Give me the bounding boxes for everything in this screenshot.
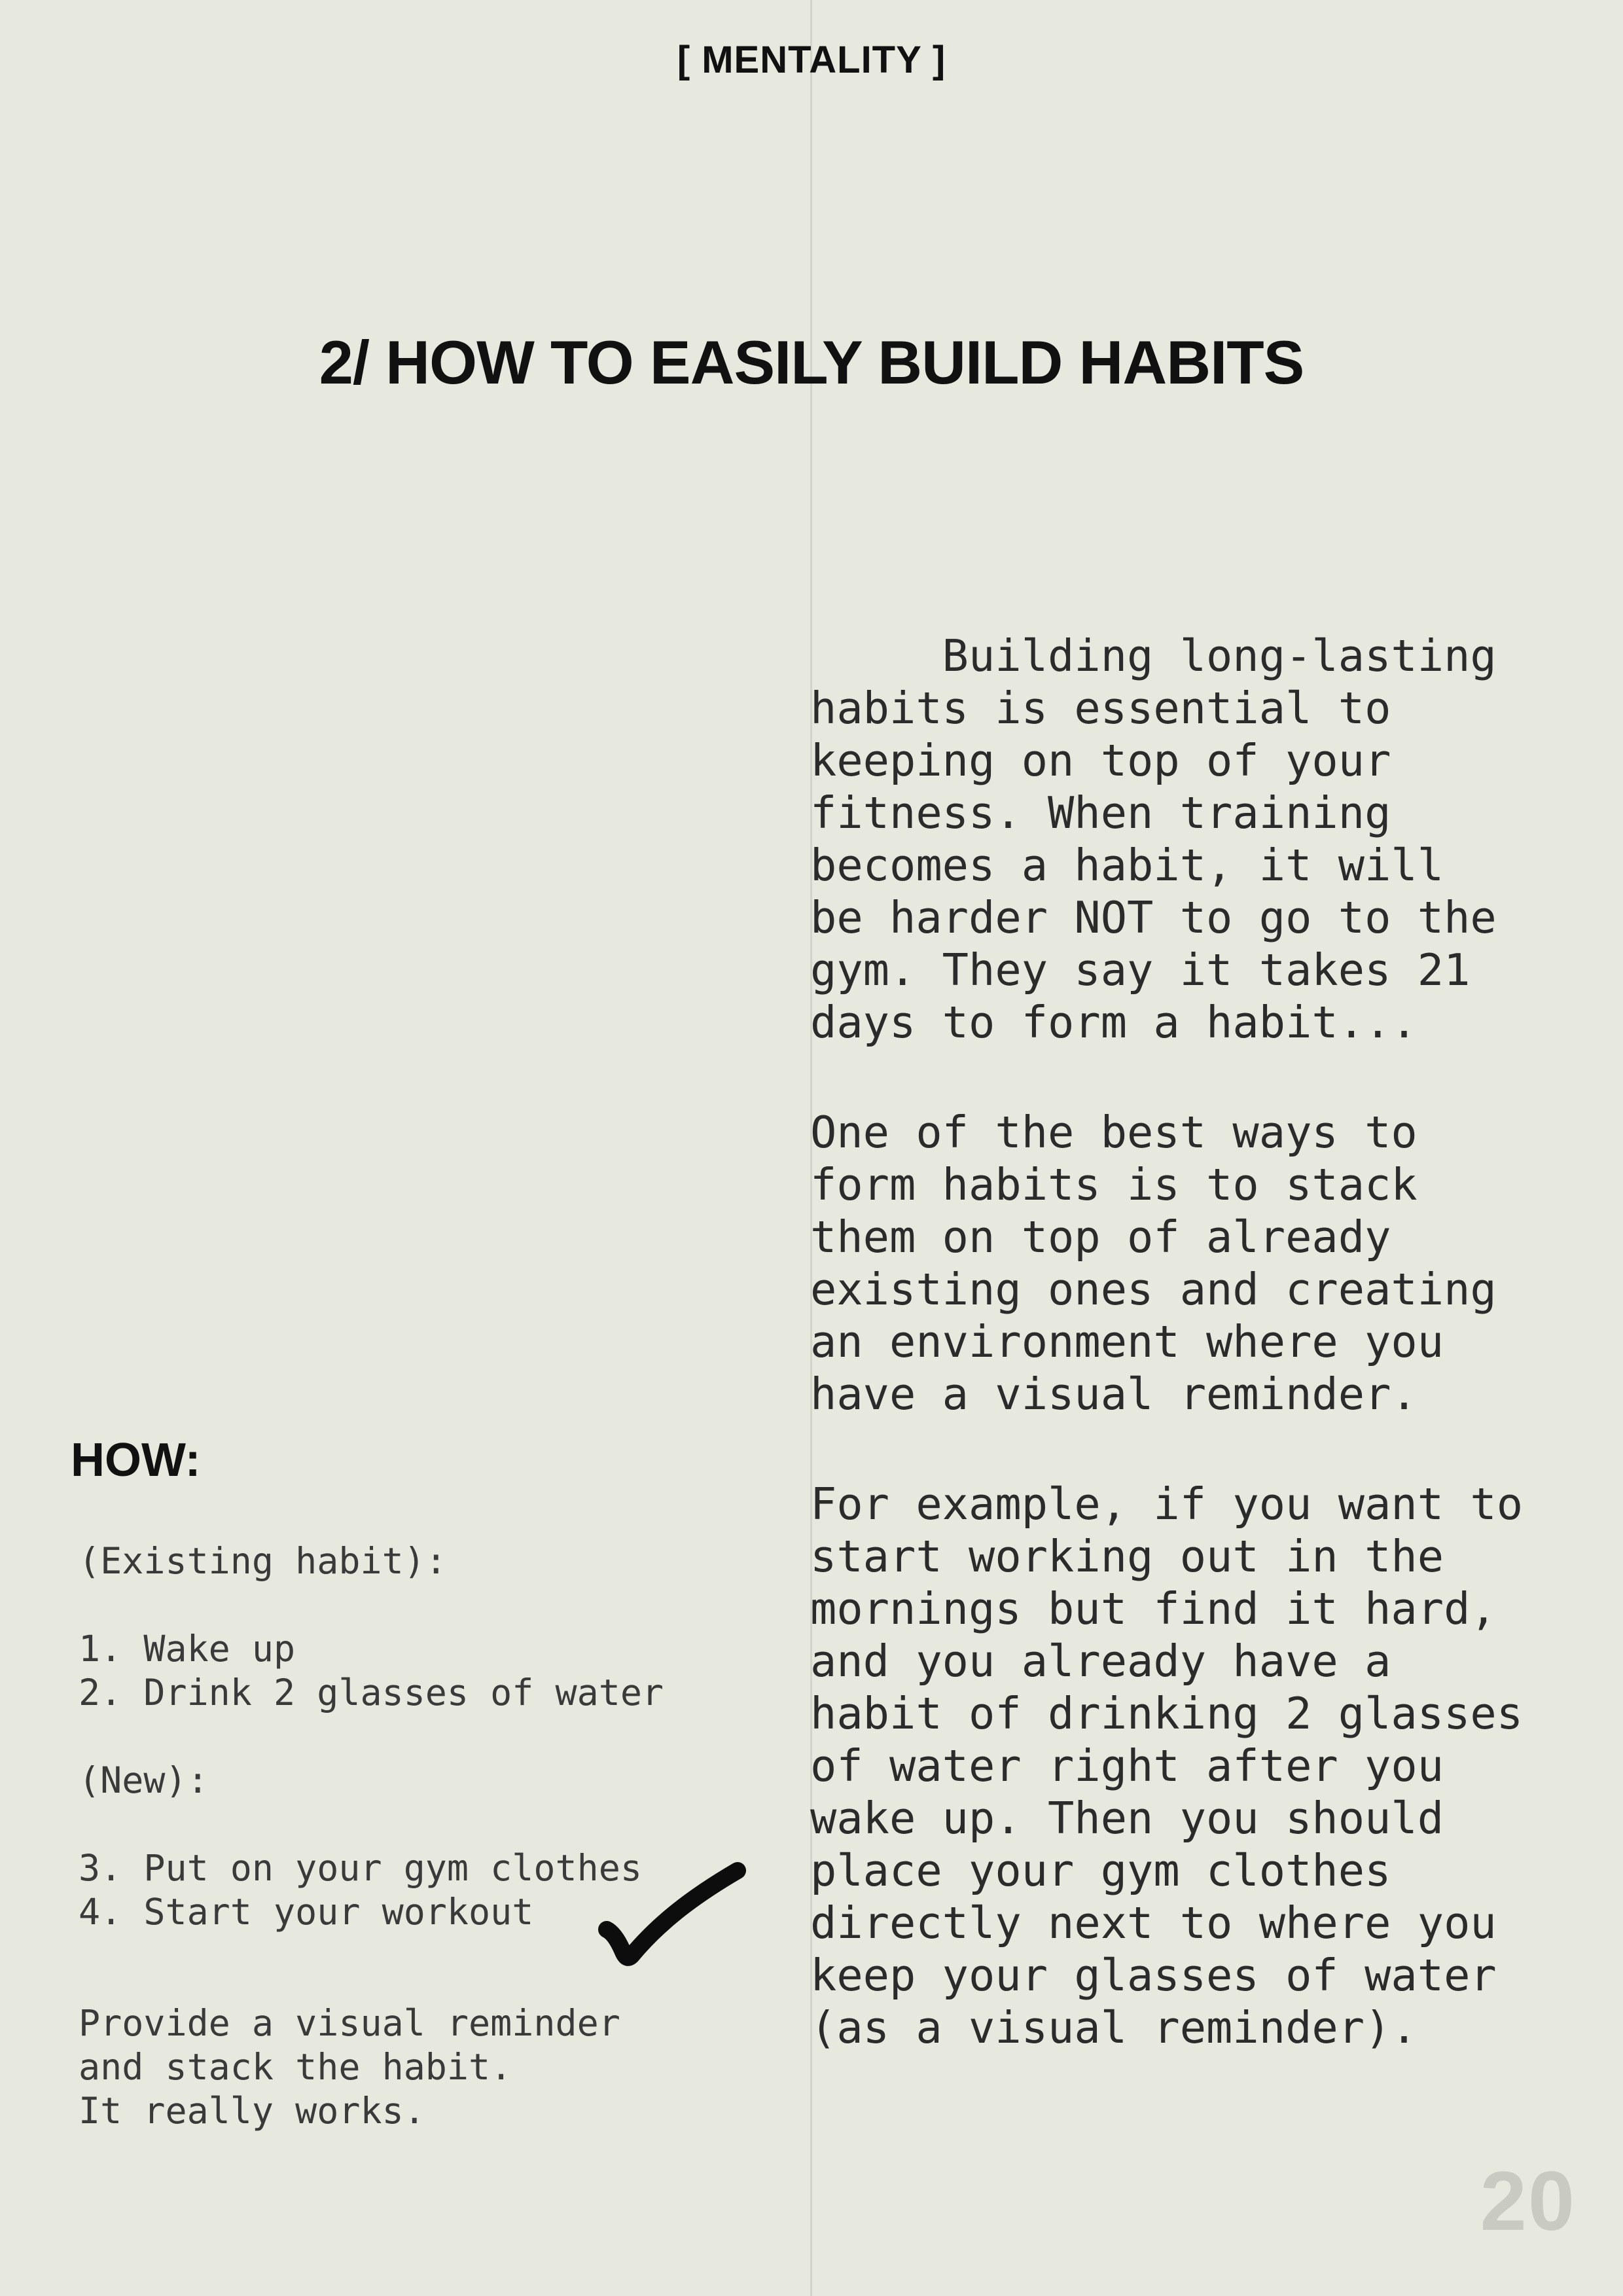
- example-paragraph: For example, if you want to start working out in the mornings but find it hard, and you already have a habit of drinking 2 glasses of water right after you wake up. Then you should place your gym clothes directly next to where you keep your glasses of water (as a visual reminder).: [810, 1479, 1524, 2053]
- closing-line: It really works.: [79, 2090, 425, 2132]
- habit-stacking-paragraph: One of the best ways to form habits is to stack them on top of already existing ones and creating an environment where you have a visual reminder.: [810, 1107, 1497, 1420]
- section-tag: [ MENTALITY ]: [677, 39, 946, 81]
- how-steps: [79, 1539, 792, 2133]
- step-item: 4. Start your workout: [79, 1891, 534, 1933]
- how-heading: HOW:: [71, 1434, 201, 1486]
- step-item: 3. Put on your gym clothes: [79, 1847, 642, 1889]
- page-title: 2/ HOW TO EASILY BUILD HABITS: [319, 328, 1304, 397]
- body-text-column: [810, 630, 1609, 2054]
- existing-habit-label: (Existing habit):: [79, 1540, 447, 1582]
- closing-line: and stack the habit.: [79, 2046, 512, 2088]
- closing-line: Provide a visual reminder: [79, 2002, 620, 2044]
- step-item: 2. Drink 2 glasses of water: [79, 1672, 664, 1713]
- checkmark-icon: [592, 1852, 749, 1970]
- step-item: 1. Wake up: [79, 1628, 296, 1670]
- page-number: 20: [1480, 2155, 1576, 2248]
- intro-paragraph: Building long-lasting habits is essential to keeping on top of your fitness. When training becomes a habit, it will be harder NOT to go to the gym. They say it takes 21 days to form a habit...: [810, 630, 1497, 1048]
- new-habit-label: (New):: [79, 1759, 209, 1801]
